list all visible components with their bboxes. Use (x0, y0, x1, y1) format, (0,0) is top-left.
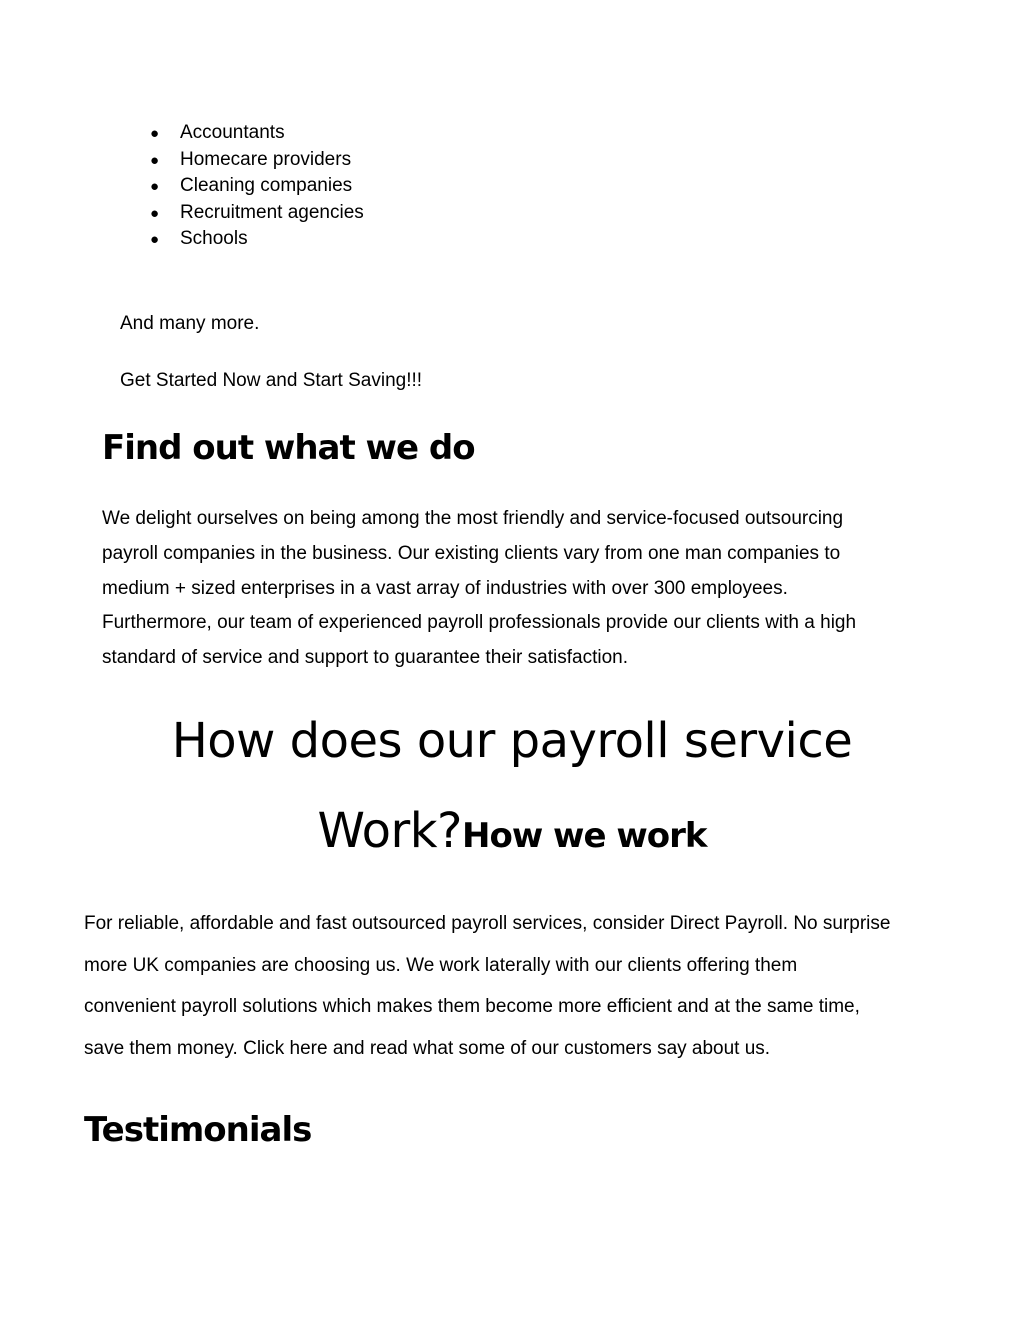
paragraph-line: For reliable, affordable and fast outsourced payroll services, consider Direct Payroll. No surprise (84, 913, 891, 934)
industries-list (150, 120, 364, 253)
testimonials-heading: Testimonials (84, 1110, 312, 1150)
list-item-label: Schools (180, 228, 248, 249)
list-item-label: Homecare providers (180, 148, 352, 170)
how-it-works-title-line1: How does our payroll service (171, 713, 853, 769)
bullet-icon: ● (150, 125, 160, 142)
list-item (150, 200, 364, 227)
what-we-do-heading: Find out what we do (102, 428, 475, 468)
paragraph-line: We delight ourselves on being among the most friendly and service-focused outsourcing (102, 508, 844, 529)
bullet-icon: ● (150, 178, 160, 195)
cta-text: Get Started Now and Start Saving!!! (120, 370, 423, 391)
how-we-work-paragraph (84, 903, 890, 1069)
list-item (150, 120, 364, 147)
paragraph-line: more UK companies are choosing us. We work laterally with our clients offering them (84, 954, 798, 976)
paragraph-line: Furthermore, our team of experienced payroll professionals provide our clients with a high (102, 612, 857, 634)
how-it-works-title-second-line (0, 801, 1024, 866)
what-we-do-paragraph (102, 502, 856, 676)
bullet-icon: ● (150, 231, 160, 248)
bullet-icon: ● (150, 151, 160, 169)
list-item-label: Cleaning companies (180, 175, 353, 196)
bullet-icon: ● (150, 204, 160, 222)
list-item (150, 147, 364, 174)
paragraph-line: medium + sized enterprises in a vast array of industries with over 300 employees. (102, 577, 788, 599)
list-item-label: Recruitment agencies (180, 201, 364, 223)
list-item-label: Accountants (180, 122, 285, 143)
paragraph-line: payroll companies in the business. Our existing clients vary from one man companies to (102, 542, 841, 564)
how-we-work-heading: How we work (462, 816, 707, 856)
paragraph-line: save them money. Click here and read what some of our customers say about us. (84, 1037, 771, 1059)
paragraph-line: convenient payroll solutions which makes them become more efficient and at the same time, (84, 996, 860, 1017)
list-item (150, 226, 364, 253)
how-it-works-title-line2: Work? (317, 803, 462, 859)
how-it-works-title (0, 711, 1024, 771)
paragraph-line: standard of service and support to guarantee their satisfaction. (102, 647, 628, 669)
and-many-more-text: And many more. (120, 313, 260, 334)
list-item (150, 173, 364, 200)
